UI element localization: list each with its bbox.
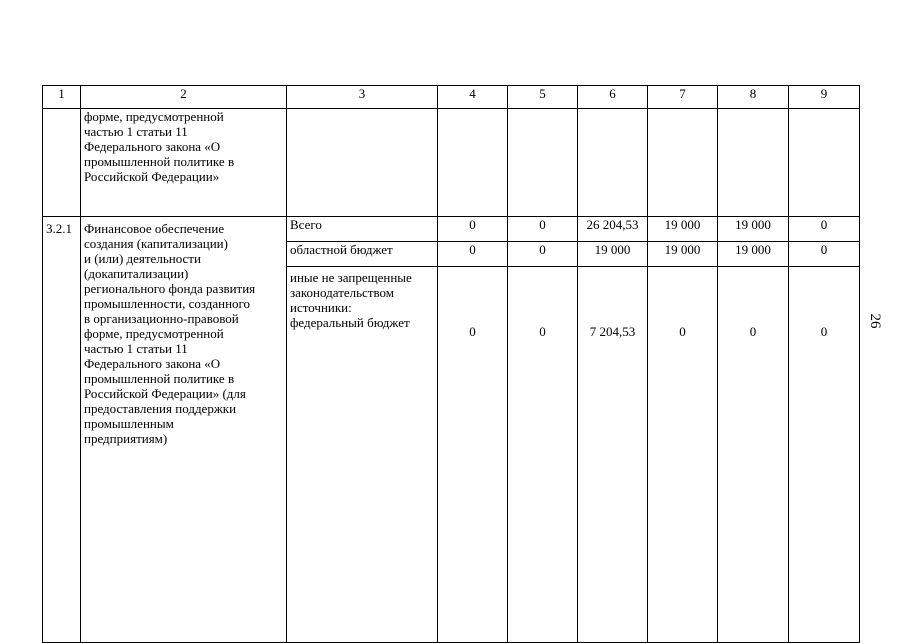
value-cell: 0 bbox=[508, 242, 578, 267]
value-cell: 0 bbox=[438, 217, 508, 242]
empty-cell bbox=[648, 109, 718, 217]
value-cell: 0 bbox=[789, 267, 860, 643]
value-cell: 7 204,53 bbox=[578, 267, 648, 643]
column-number-row bbox=[43, 86, 860, 109]
continuation-text: форме, предусмотренной частью 1 статьи 11 Федерального закона «О промышленной политике в Российской Федерации» bbox=[81, 109, 287, 217]
item-id: 3.2.1 bbox=[43, 217, 81, 643]
value-cell: 0 bbox=[648, 267, 718, 643]
value-cell: 19 000 bbox=[718, 217, 789, 242]
value-cell: 0 bbox=[438, 267, 508, 643]
value-cell: 19 000 bbox=[648, 217, 718, 242]
source-cell: областной бюджет bbox=[287, 242, 438, 267]
source-cell: Всего bbox=[287, 217, 438, 242]
funding-table bbox=[42, 85, 860, 643]
continuation-row bbox=[43, 109, 860, 217]
empty-cell bbox=[789, 109, 860, 217]
value-cell: 0 bbox=[789, 242, 860, 267]
value-cell: 0 bbox=[508, 267, 578, 643]
value-cell: 0 bbox=[718, 267, 789, 643]
value-cell: 19 000 bbox=[718, 242, 789, 267]
column-header: 2 bbox=[81, 86, 287, 109]
column-header: 8 bbox=[718, 86, 789, 109]
value-cell: 19 000 bbox=[648, 242, 718, 267]
empty-cell bbox=[438, 109, 508, 217]
column-header: 1 bbox=[43, 86, 81, 109]
empty-cell bbox=[718, 109, 789, 217]
value-cell: 19 000 bbox=[578, 242, 648, 267]
column-header: 4 bbox=[438, 86, 508, 109]
column-header: 7 bbox=[648, 86, 718, 109]
column-header: 9 bbox=[789, 86, 860, 109]
source-cell: иные не запрещенные законодательством источники: федеральный бюджет bbox=[287, 267, 438, 643]
value-cell: 0 bbox=[508, 217, 578, 242]
item-name: Финансовое обеспечение создания (капитализации) и (или) деятельности (докапитализации) регионального фонда развития промышленности, созданного в организационно-правовой форме, предусмотренной частью 1 статьи 11 Федерального закона «О промышленной политике в Российской Федерации» (для предоставления поддержки промышленным предприятиям) bbox=[81, 217, 287, 643]
row-id-cell bbox=[43, 109, 81, 217]
value-cell: 0 bbox=[789, 217, 860, 242]
value-cell: 0 bbox=[438, 242, 508, 267]
page-number: 26 bbox=[867, 313, 883, 329]
empty-cell bbox=[508, 109, 578, 217]
column-header: 6 bbox=[578, 86, 648, 109]
value-cell: 26 204,53 bbox=[578, 217, 648, 242]
column-header: 5 bbox=[508, 86, 578, 109]
table-row-total bbox=[43, 217, 860, 242]
column-header: 3 bbox=[287, 86, 438, 109]
empty-cell bbox=[578, 109, 648, 217]
empty-cell bbox=[287, 109, 438, 217]
